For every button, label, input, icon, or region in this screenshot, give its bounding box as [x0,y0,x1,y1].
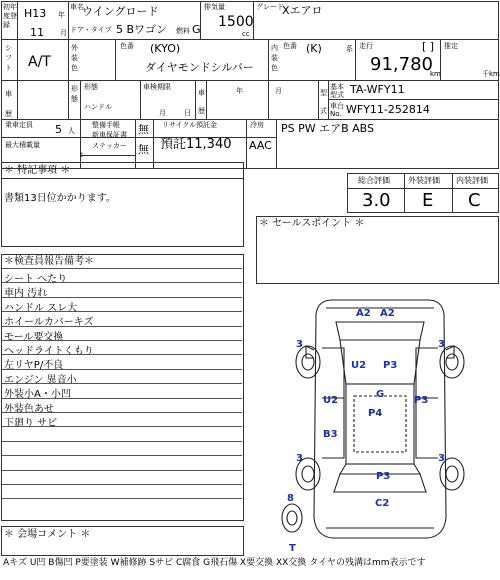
fuel-label: 燃料 [176,27,190,35]
car-name: ウイングロード [82,5,159,18]
overall-score-label: 総合評価 [358,176,390,185]
interior-score: C [468,190,481,211]
history-label-2: 車歴 [198,89,205,115]
mileage: 91,780 [370,54,433,75]
mark-p4: P4 [368,408,383,419]
expiry-month: 月 [159,109,166,117]
expiry-day: 日 [184,109,191,117]
maintenance-book-value: 無 [138,123,149,136]
displacement-unit: cc [242,30,250,38]
base-model-label: 基本型式 [330,83,344,99]
row-divider [2,369,242,370]
inspection-report-item: 外装色あせ [4,404,54,415]
inspection-report-item: ホイールカバーキズ [4,317,94,328]
warranty-label: 新車保証書 [92,131,127,139]
interior-color-label: 内装色 [271,44,278,72]
fuel-type: G [192,23,201,36]
capacity-unit: 人 [68,127,75,135]
color-number-label: 色番 [120,42,134,50]
divider [1,119,499,120]
year-unit: 年 [58,11,65,19]
inspection-report-item: 車内 汚れ [4,288,48,299]
overall-score: 3.0 [362,190,391,211]
chassis-label: 車台No. [330,102,344,118]
door-type-label: ドア・タイプ [70,26,112,34]
mark-8: 8 [287,493,294,504]
mark-a2-left: A2 [356,308,371,319]
row-divider [2,282,242,283]
car-damage-diagram [270,288,495,556]
row-divider [2,268,242,269]
mark-p3-bottom: P3 [376,471,391,482]
expiry-label: 車検期限 [143,83,171,91]
registration-year: H13 [24,7,47,20]
mark-b3: B3 [323,429,338,440]
grade-label: グレード [256,3,284,11]
mark-a2-right: A2 [380,308,395,319]
handle-label: ハンドル [84,103,112,111]
mileage-label: 走行 [359,42,373,50]
row-divider [2,326,242,327]
color-name: ダイヤモンドシルバー [145,61,254,74]
chassis-number: WFY11-252814 [346,103,430,116]
divider [1,80,499,81]
row-divider [2,297,242,298]
damage-legend: Aキズ U凹 B傷凹 P要塗装 W補修跡 Sサビ C腐食 G飛石傷 X要交換 XX交換 タイヤの残溝はmm表示です [3,558,426,568]
row-divider [2,412,242,413]
shape-label: 形態 [84,83,98,91]
mark-3-top-right: 3 [438,339,445,350]
inspection-report-item: 下廻り サビ [4,418,58,429]
history-label: 車歴 [5,90,12,118]
recycle-label: リサイクル預託金 [162,121,218,129]
mark-t: T [289,543,296,554]
row-divider [2,311,242,312]
capacity: 5 [55,123,62,136]
row-divider [2,340,242,341]
row-divider [2,398,242,399]
model-code: TA-WFY11 [350,83,405,96]
inspection-estimate-label: 推定 [444,42,458,50]
interior-color-suffix: 系 [346,45,353,53]
inspection-report-item: モール要交換 [4,332,64,343]
interior-color-code: (K) [306,42,322,55]
cabin-outline [354,396,406,452]
wheel-front-left [296,346,320,378]
month-suffix: 月 [275,87,282,95]
special-notes-title: ＊ 特記事項 ＊ [4,165,71,176]
windshield [336,322,424,340]
month-unit: 月 [60,29,67,37]
color-code: (KYO) [150,42,181,55]
first-registration-label: 初年 度登 録 [3,3,17,29]
mark-c2: C2 [375,498,390,509]
equipment: PS PW エアB ABS [281,122,375,135]
ac-label: 冷房 [250,121,264,129]
displacement-label: 排気量 [204,3,225,11]
divider [1,137,276,138]
row-divider [2,455,242,456]
inspection-report-title: ＊検査員報告備考＊ [4,256,94,267]
exterior-color-label: 外装色 [71,44,78,72]
sticker-value: 無 [138,143,149,156]
row-divider [2,383,242,384]
spare-tire [282,504,302,532]
inspection-report-item: エンジン 異音小 [4,375,77,386]
year-suffix: 年 [236,87,243,95]
row-divider [2,484,242,485]
mark-3-bottom-right: 3 [438,453,445,464]
registration-month: 11 [30,26,44,39]
mileage-bracket: [ ] [422,40,435,53]
max-load-label: 最大積載量 [5,141,40,149]
mark-u2-top: U2 [351,360,367,371]
sales-point-title: ＊ セールスポイント ＊ [259,218,365,229]
inspection-report-item: シート へたり [4,274,68,285]
recycle-deposit: 預託11,340 [160,137,232,152]
exterior-score-label: 外装評価 [408,176,440,185]
mark-p3-top: P3 [383,360,398,371]
row-divider [2,470,242,471]
mark-p3-right: P3 [414,395,429,406]
exterior-score: E [422,190,434,211]
row-divider [2,426,242,427]
mark-u2-mid: U2 [323,395,339,406]
inspection-report-item: ヘッドライトくもり [4,346,94,357]
row-divider [2,441,242,442]
row-divider [2,498,242,499]
mark-3-bottom-left: 3 [296,453,303,464]
grade: Xエアロ [282,4,323,17]
inspection-report-item: ハンドル スレ大 [4,303,78,314]
sticker-label: ステッカー [92,142,127,150]
mileage-unit: km [430,70,441,78]
venue-comment-title: ＊ 会場コメント ＊ [4,529,91,540]
inspection-report-item: 外装小A・小凹 [4,389,71,400]
inspection-estimate-unit: 千km [482,70,500,78]
interior-color-number-label: 色番 [283,42,297,50]
capacity-label: 乗車定員 [5,121,33,129]
mark-3-top-left: 3 [296,339,303,350]
displacement: 1500 [218,14,254,30]
wheel-front-right [440,346,464,378]
special-notes-text: 書類13日位かかります。 [4,193,116,204]
divider [80,155,135,156]
interior-score-label: 内装評価 [456,176,488,185]
shape-label-vertical: 形態 [71,85,78,103]
shift: A/T [28,54,51,70]
load-unit: t [80,151,83,159]
shift-label: シフト [5,44,12,72]
air-conditioning: AAC [249,139,272,152]
inspection-report-item: 左リヤP/不良 [4,360,64,371]
mark-g: G [376,389,385,400]
door-type: 5 Bワゴン [116,23,168,36]
maintenance-book-label: 整備手帳 [92,121,120,129]
row-divider [2,354,242,355]
model-label: 型式 [320,89,327,115]
car-name-label: 車名 [70,3,84,11]
